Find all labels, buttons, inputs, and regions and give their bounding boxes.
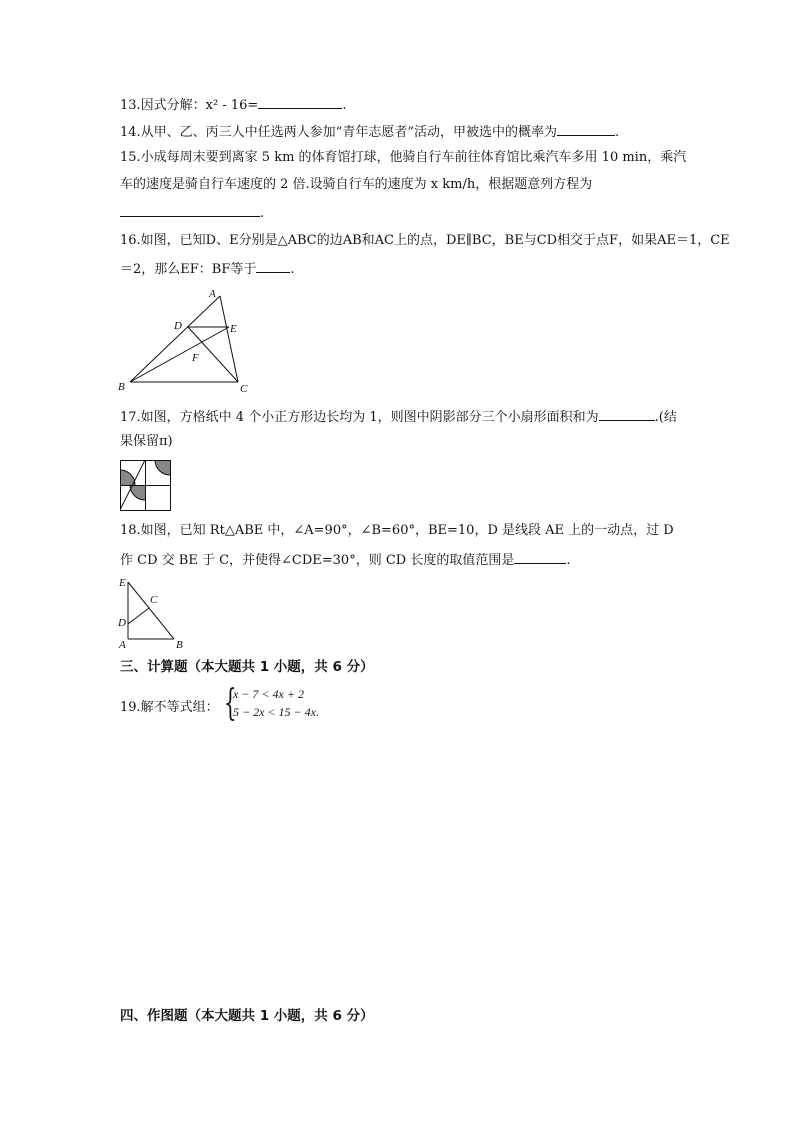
question-18-line-2: 作 CD 交 BE 于 C，并使得∠CDE=30°，则 CD 长度的取值范围是 . xyxy=(120,550,570,570)
section-4-heading: 四、作图题（本大题共 1 小题，共 6 分） xyxy=(120,1008,374,1024)
question-18-line-1: 18.如图，已知 Rt△ABE 中，∠A=90°，∠B=60°，BE=10，D 是线段 AE 上的一动点，过 D xyxy=(120,523,674,538)
question-14-text: 14.从甲、乙、丙三人中任选两人参加“青年志愿者”活动，甲被选中的概率为 xyxy=(120,125,557,140)
label-b: B xyxy=(176,639,183,650)
question-17-line-1: 17.如图，方格纸中 4 个小正方形边长均为 1，则图中阴影部分三个小扇形面积和为 .(结 xyxy=(120,407,677,427)
label-a: A xyxy=(209,288,216,300)
section-3-heading: 三、计算题（本大题共 1 小题，共 6 分） xyxy=(120,659,374,675)
grid-sectors-figure xyxy=(120,460,172,512)
label-d: D xyxy=(174,320,182,332)
right-triangle-abe-figure xyxy=(116,574,192,650)
label-e: E xyxy=(119,577,126,589)
system-brace: { xyxy=(224,683,237,724)
question-17-line-2: 果保留π) xyxy=(120,434,173,449)
inequality-1: x − 7 < 4x + 2 xyxy=(233,687,304,701)
label-b: B xyxy=(118,381,125,393)
answer-blank xyxy=(258,95,342,109)
question-14: 14.从甲、乙、丙三人中任选两人参加“青年志愿者”活动，甲被选中的概率为 . xyxy=(120,122,619,142)
answer-blank xyxy=(120,203,260,217)
question-15-line-1: 15.小成每周末要到离家 5 km 的体育馆打球，他骑自行车前往体育馆比乘汽车多用 10 min，乘汽 xyxy=(120,150,687,165)
answer-blank xyxy=(557,122,615,136)
question-16-line-1: 16.如图，已知D、E分别是△ABC的边AB和AC上的点，DE∥BC，BE与CD相交于点F，如果AE＝1，CE xyxy=(120,233,730,248)
segment-cd xyxy=(128,608,149,624)
question-15-line-2: 车的速度是骑自行车速度的 2 倍.设骑自行车的速度为 x km/h，根据题意列方程为 xyxy=(120,177,593,192)
label-a: A xyxy=(119,639,126,650)
question-16-line-2: ＝2，那么EF：BF等于 . xyxy=(120,259,295,279)
label-d: D xyxy=(118,617,126,629)
label-f: F xyxy=(192,352,199,364)
question-13-text: 13.因式分解：x² - 16= xyxy=(120,98,259,113)
inequality-2: 5 − 2x < 15 − 4x. xyxy=(233,705,319,719)
question-19-text: 19.解不等式组： xyxy=(120,700,219,715)
label-c: C xyxy=(150,594,158,606)
side-ac xyxy=(220,296,238,382)
label-e: E xyxy=(230,323,237,335)
answer-blank xyxy=(256,259,290,273)
answer-blank xyxy=(599,407,655,421)
question-15-answer: . xyxy=(120,203,264,223)
triangle-abc-figure xyxy=(116,284,256,398)
label-c: C xyxy=(240,383,248,395)
side-be xyxy=(128,582,174,639)
answer-blank xyxy=(514,550,566,564)
question-13: 13.因式分解：x² - 16= . xyxy=(120,95,346,115)
